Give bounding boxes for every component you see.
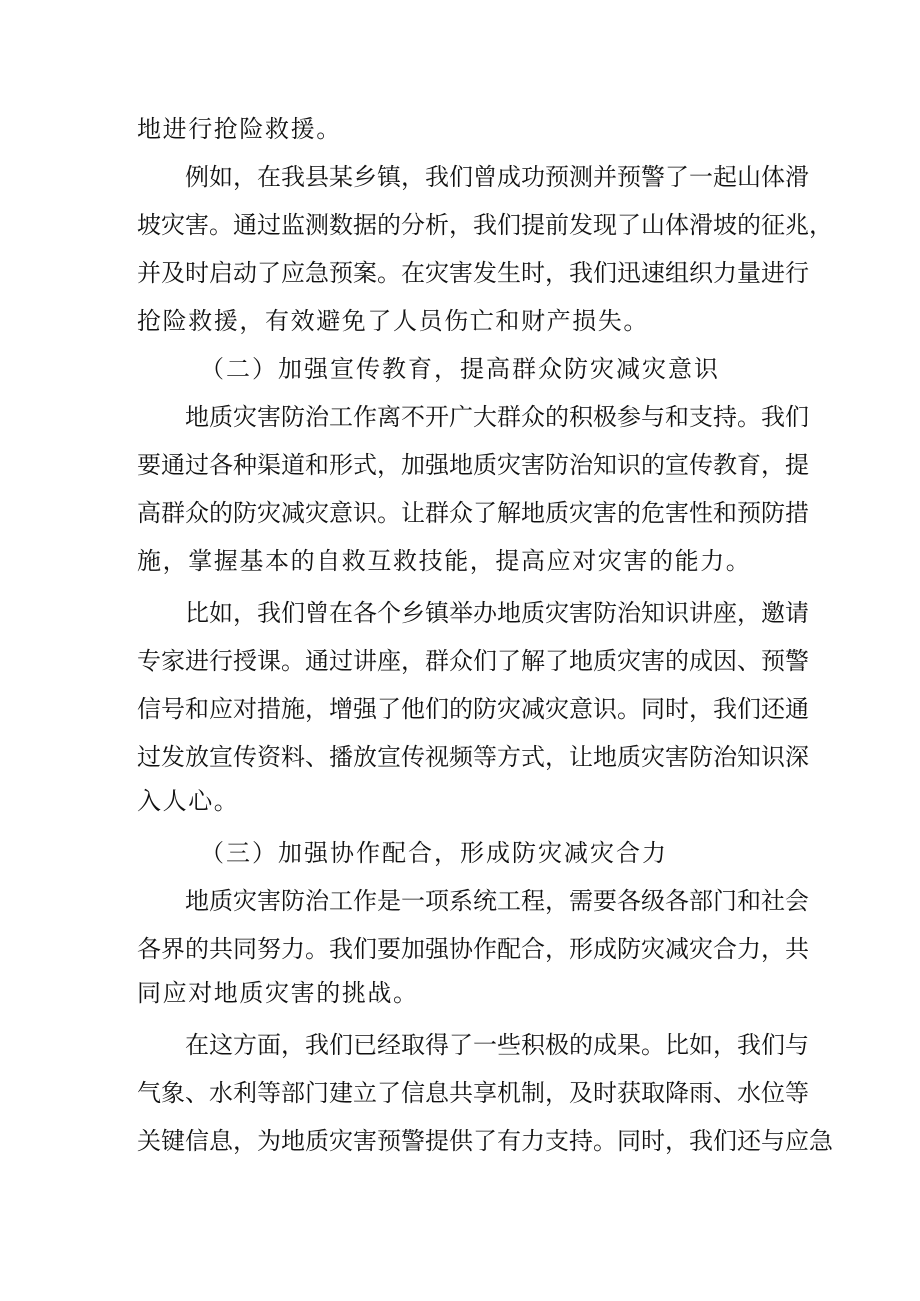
body-line: 过发放宣传资料、播放宣传视频等方式，让地质灾害防治知识深 xyxy=(137,743,809,771)
body-line: 高群众的防灾减灾意识。让群众了解地质灾害的危害性和预防措 xyxy=(137,499,809,527)
body-line: 同应对地质灾害的挑战。 xyxy=(137,979,419,1007)
body-line: 入人心。 xyxy=(137,787,240,815)
body-line: 要通过各种渠道和形式，加强地质灾害防治知识的宣传教育，提 xyxy=(137,451,809,479)
body-line: 坡灾害。通过监测数据的分析，我们提前发现了山体滑坡的征兆， xyxy=(137,211,833,239)
paragraph-first-line: 比如，我们曾在各个乡镇举办地质灾害防治知识讲座，邀请 xyxy=(185,599,809,627)
paragraph-first-line: 例如，在我县某乡镇，我们曾成功预测并预警了一起山体滑 xyxy=(185,163,809,191)
paragraph-first-line: 地质灾害防治工作离不开广大群众的积极参与和支持。我们 xyxy=(185,403,809,431)
body-line: 并及时启动了应急预案。在灾害发生时，我们迅速组织力量进行 xyxy=(137,259,809,287)
body-line: 施，掌握基本的自救互救技能，提高应对灾害的能力。 xyxy=(137,547,752,575)
paragraph-first-line: 地质灾害防治工作是一项系统工程，需要各级各部门和社会 xyxy=(185,887,809,915)
body-line: 各界的共同努力。我们要加强协作配合，形成防灾减灾合力，共 xyxy=(137,935,809,963)
body-line: 地进行抢险救援。 xyxy=(137,115,342,143)
body-line: 专家进行授课。通过讲座，群众们了解了地质灾害的成因、预警 xyxy=(137,647,809,675)
body-line: 抢险救援，有效避免了人员伤亡和财产损失。 xyxy=(137,307,649,335)
paragraph-first-line: 在这方面，我们已经取得了一些积极的成果。比如，我们与 xyxy=(185,1031,809,1059)
body-line: 气象、水利等部门建立了信息共享机制，及时获取降雨、水位等 xyxy=(137,1079,809,1107)
section-heading: （三）加强协作配合，形成防灾减灾合力 xyxy=(200,839,668,867)
section-heading: （二）加强宣传教育，提高群众防灾减灾意识 xyxy=(200,355,720,383)
body-line: 信号和应对措施，增强了他们的防灾减灾意识。同时，我们还通 xyxy=(137,695,809,723)
body-line: 关键信息，为地质灾害预警提供了有力支持。同时，我们还与应急 xyxy=(137,1127,833,1155)
